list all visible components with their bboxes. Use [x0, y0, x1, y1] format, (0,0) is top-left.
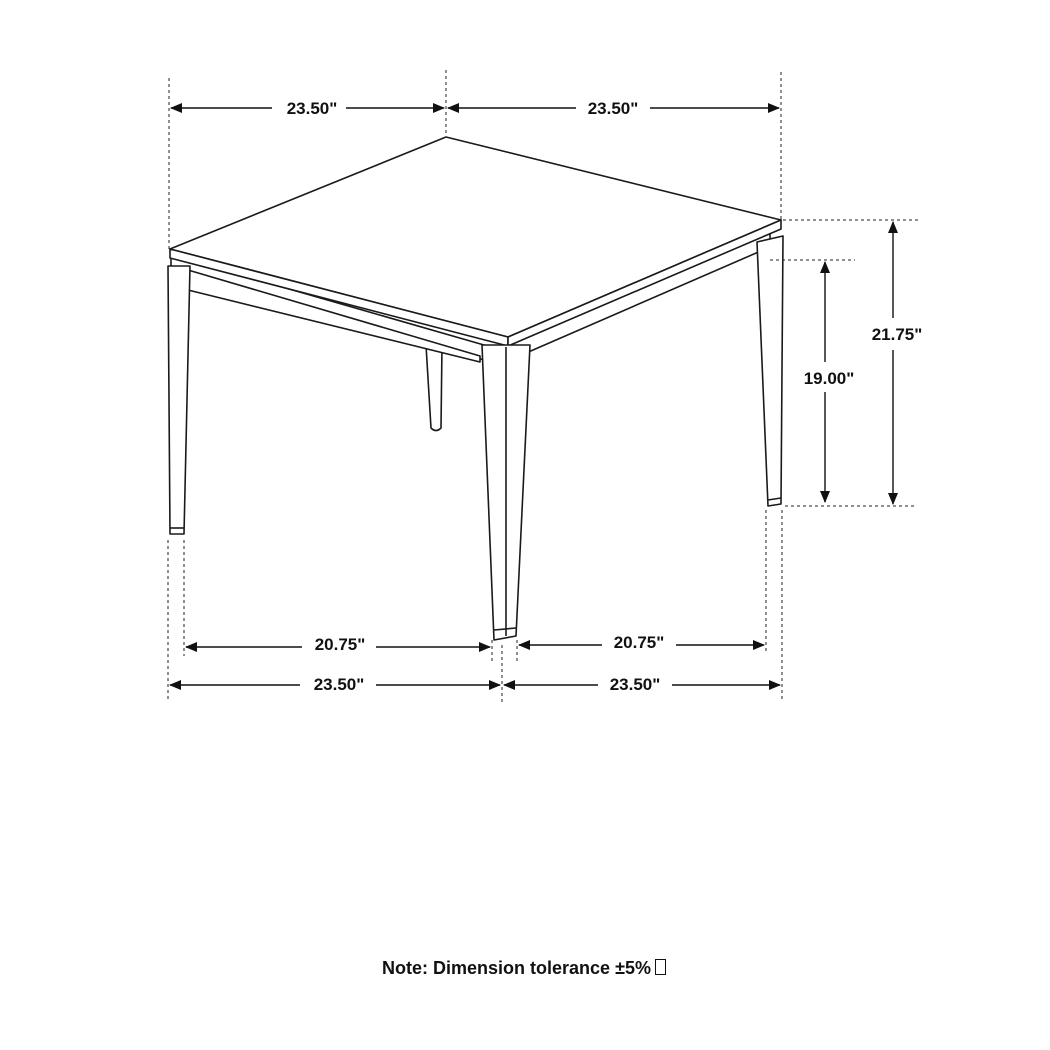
- dim-inner-left: [186, 635, 490, 654]
- dim-bottom-left: [170, 675, 500, 694]
- dim-top-left: [171, 99, 444, 118]
- right-leg: [757, 236, 783, 506]
- dim-inner-right-label: 20.75": [613, 633, 665, 652]
- dim-overall-height-label: 21.75": [871, 325, 923, 344]
- tolerance-note-text: Note: Dimension tolerance ±5%: [382, 958, 651, 978]
- dim-inner-left-label: 20.75": [314, 635, 366, 654]
- dim-apron-clearance: [804, 262, 855, 502]
- dim-inner-right: [519, 633, 764, 652]
- dim-bottom-left-label: 23.50": [313, 675, 365, 694]
- tolerance-note: [0, 958, 1050, 979]
- left-leg: [168, 266, 190, 534]
- dim-top-right-label: 23.50": [587, 99, 639, 118]
- dim-apron-clearance-label: 19.00": [803, 369, 855, 388]
- table-illustration: [168, 137, 783, 640]
- missing-glyph-icon: [655, 959, 666, 975]
- dim-top-right: [448, 99, 779, 118]
- dim-bottom-right-label: 23.50": [609, 675, 661, 694]
- back-leg: [426, 345, 442, 431]
- dim-top-left-label: 23.50": [286, 99, 338, 118]
- dim-overall-height: [872, 222, 923, 504]
- dim-bottom-right: [504, 675, 780, 694]
